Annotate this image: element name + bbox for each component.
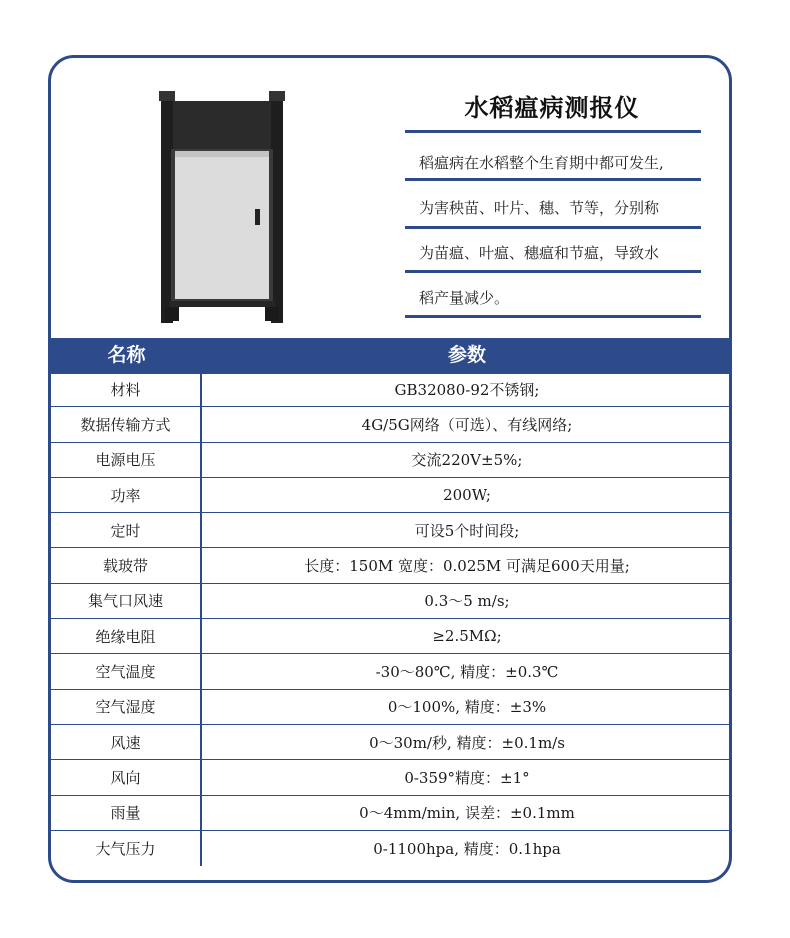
table-row: [51, 690, 729, 725]
table-row: [51, 654, 729, 689]
table-top-border: [51, 372, 729, 374]
spec-name: 电源电压: [51, 443, 202, 477]
product-card: [48, 55, 732, 883]
table-row: [51, 548, 729, 583]
divider: [405, 226, 701, 229]
spec-name: 雨量: [51, 796, 202, 830]
spec-value: -30～80℃, 精度：±0.3℃: [375, 663, 559, 682]
table-row: [51, 831, 729, 866]
spec-value: 0-1100hpa, 精度：0.1hpa: [373, 840, 561, 858]
spec-name: 空气温度: [51, 654, 202, 688]
spec-name: 空气湿度: [51, 690, 202, 724]
spec-value: 交流220V±5%;: [411, 451, 523, 470]
spec-name: 风向: [51, 760, 202, 794]
table-row: [51, 407, 729, 442]
table-header: [51, 338, 729, 372]
spec-value: GB32080-92不锈钢;: [394, 380, 540, 399]
divider: [405, 315, 701, 318]
divider: [405, 130, 701, 133]
header-name: 名称: [107, 344, 146, 366]
table-row: [51, 760, 729, 795]
header-param: 参数: [447, 344, 486, 366]
table-row: [51, 372, 729, 407]
table-row: [51, 478, 729, 513]
spec-value: 4G/5G网络（可选）、有线网络;: [361, 415, 573, 434]
description-line: 为苗瘟、叶瘟、穗瘟和节瘟，导致水: [419, 244, 660, 262]
spec-name: 集气口风速: [51, 584, 202, 618]
spec-name: 风速: [51, 725, 202, 759]
description-line: 稻瘟病在水稻整个生育期中都可发生,: [419, 154, 664, 172]
description-line: 为害秧苗、叶片、穗、节等，分别称: [419, 199, 660, 217]
spec-value: 0-359°精度：±1°: [404, 768, 530, 787]
table-row: [51, 584, 729, 619]
description-line: 稻产量减少。: [419, 289, 510, 307]
spec-value: 0～30m/秒, 精度：±0.1m/s: [369, 733, 565, 752]
table-row: [51, 513, 729, 548]
spec-name: 绝缘电阻: [51, 619, 202, 653]
cabinet-device-icon: [159, 91, 285, 323]
divider: [405, 178, 701, 181]
spec-name: 定时: [51, 513, 202, 547]
spec-value: 200W;: [443, 486, 491, 505]
table-row: [51, 443, 729, 478]
spec-value: 0～100%, 精度：±3%: [387, 698, 547, 717]
product-title: 水稻瘟病测报仪: [464, 93, 640, 122]
spec-table: [51, 372, 729, 866]
spec-value: 0～4mm/min, 误差：±0.1mm: [359, 804, 575, 823]
spec-value: 0.3～5 m/s;: [424, 592, 510, 611]
table-row: [51, 619, 729, 654]
spec-name: 功率: [51, 478, 202, 512]
spec-name: 材料: [51, 372, 202, 406]
spec-name: 载玻带: [51, 548, 202, 582]
spec-value: 长度：150M 宽度：0.025M 可满足600天用量;: [304, 557, 630, 576]
table-row: [51, 725, 729, 760]
table-row: [51, 796, 729, 831]
spec-value: 可设5个时间段;: [414, 521, 520, 540]
spec-value: ≥2.5MΩ;: [432, 627, 502, 646]
spec-name: 数据传输方式: [51, 407, 202, 441]
product-overview: [51, 58, 729, 336]
divider: [405, 270, 701, 273]
spec-name: 大气压力: [51, 831, 202, 866]
